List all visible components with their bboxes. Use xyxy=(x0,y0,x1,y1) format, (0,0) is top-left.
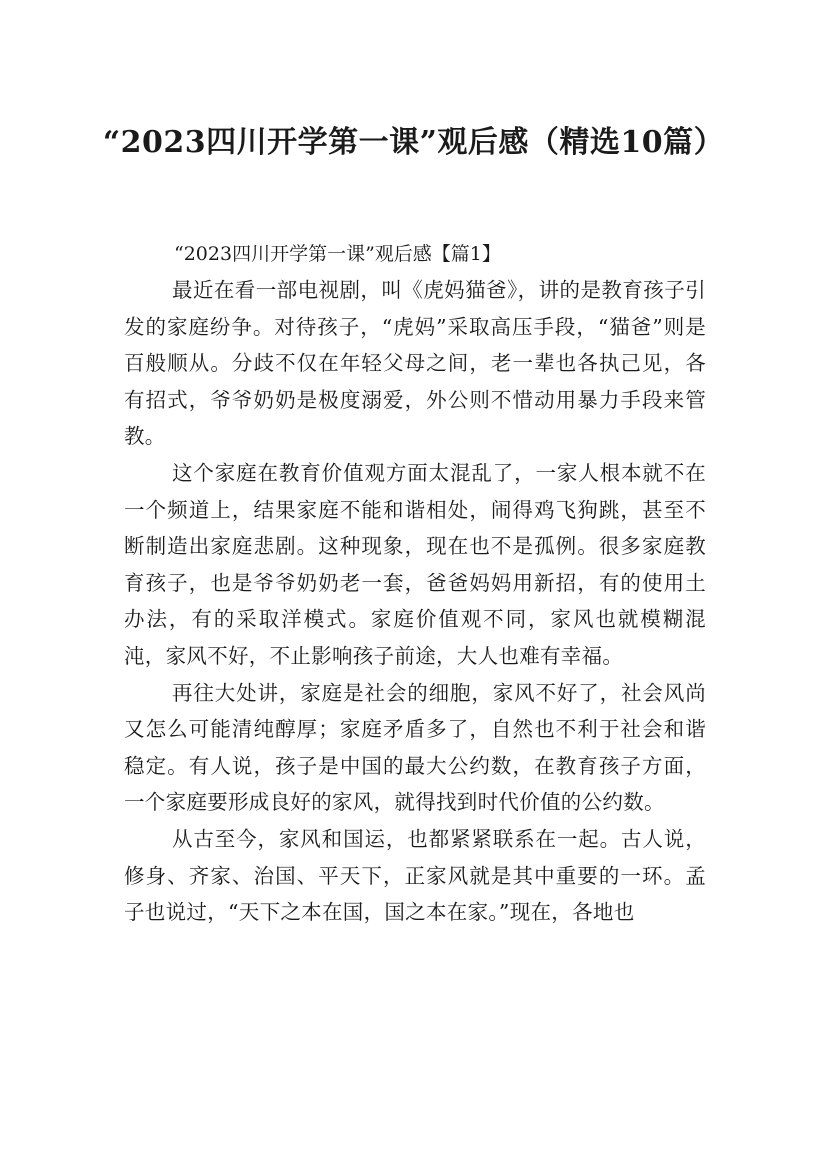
paragraph-2: 这个家庭在教育价值观方面太混乱了，一家人根本就不在一个频道上，结果家庭不能和谐相处，闹得鸡飞狗跳，甚至不断制造出家庭悲剧。这种现象，现在也不是孤例。很多家庭教育孩子，也是爷爷奶奶老一套，爸爸妈妈用新招，有的使用土办法，有的采取洋模式。家庭价值观不同，家风也就模糊混沌，家风不好，不止影响孩子前途，大人也难有幸福。 xyxy=(124,460,706,668)
paragraph-1: 最近在看一部电视剧，叫《虎妈猫爸》，讲的是教育孩子引发的家庭纷争。对待孩子，“虎妈”采取高压手段，“猫爸”则是百般顺从。分歧不仅在年轻父母之间，老一辈也各执己见，各有招式，爷爷奶奶是极度溺爱，外公则不惜动用暴力手段来管教。 xyxy=(124,278,706,449)
document-title: “2023四川开学第一课”观后感（精选10篇） xyxy=(102,125,725,161)
paragraph-3: 再往大处讲，家庭是社会的细胞，家风不好了，社会风尚又怎么可能清纯醇厚；家庭矛盾多了，自然也不利于社会和谐稳定。有人说，孩子是中国的最大公约数，在教育孩子方面，一个家庭要形成良好的家风，就得找到时代价值的公约数。 xyxy=(124,680,706,815)
paragraph-4: 从古至今，家风和国运，也都紧紧联系在一起。古人说，修身、齐家、治国、平天下，正家风就是其中重要的一环。孟子也说过，“天下之本在国，国之本在家。”现在，各地也 xyxy=(124,826,706,925)
section-heading: “2023四川开学第一课”观后感【篇1】 xyxy=(174,243,501,265)
document-body xyxy=(124,236,706,931)
